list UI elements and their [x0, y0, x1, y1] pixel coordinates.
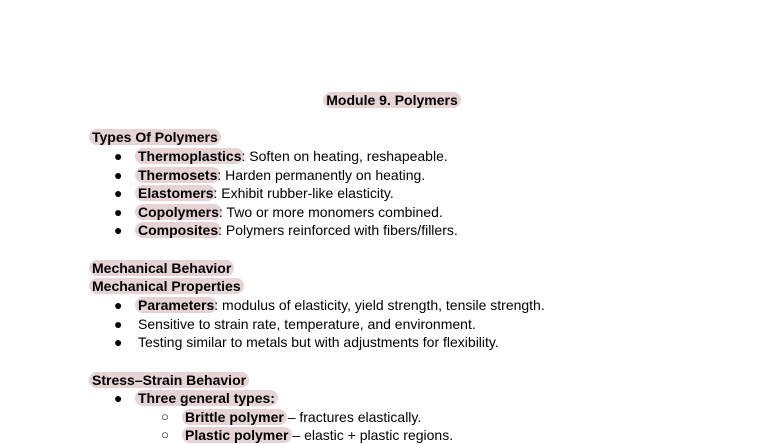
subsection-heading-properties [92, 277, 241, 295]
section-heading-mechanical-text: Mechanical Behavior [89, 260, 234, 276]
list-item-term: Three general types: [135, 390, 278, 406]
sub-list-item-term: Plastic polymer [182, 427, 292, 443]
list-item [138, 296, 545, 314]
bullet-icon: ● [114, 148, 123, 164]
section-heading-types [92, 128, 218, 146]
sub-bullet-icon: ○ [161, 409, 169, 424]
list-item-desc: Testing similar to metals but with adjustments for flexibility. [138, 334, 499, 350]
list-item [138, 203, 443, 221]
bullet-icon: ● [114, 390, 123, 406]
list-item [138, 333, 499, 351]
sub-list-item-term: Brittle polymer [182, 409, 287, 425]
page-title-text: Module 9. Polymers [323, 92, 460, 108]
page-title [0, 91, 784, 109]
bullet-icon: ● [114, 185, 123, 201]
list-item-term: Copolymers [135, 204, 222, 220]
sub-list-item-desc: – elastic + plastic regions. [288, 427, 454, 443]
list-item-desc: Sensitive to strain rate, temperature, and environment. [138, 316, 476, 332]
list-item-term: Thermoplastics [135, 148, 244, 164]
list-item [138, 147, 448, 165]
list-item-term: Thermosets [135, 167, 220, 183]
list-item-desc: : Harden permanently on heating. [217, 167, 426, 183]
list-item-term: Parameters [135, 297, 217, 313]
sub-list-item [185, 426, 453, 444]
bullet-icon: ● [114, 222, 123, 238]
list-item-desc: : Soften on heating, reshapeable. [241, 148, 448, 164]
bullet-icon: ● [114, 297, 123, 313]
list-item-term: Elastomers [135, 185, 216, 201]
section-heading-stress-strain-text: Stress–Strain Behavior [89, 372, 249, 388]
list-item-desc: : Polymers reinforced with fibers/fillers. [218, 222, 458, 238]
list-item-desc: : Two or more monomers combined. [218, 204, 443, 220]
bullet-icon: ● [114, 334, 123, 350]
list-item [138, 166, 425, 184]
list-item [138, 315, 476, 333]
list-item [138, 221, 458, 239]
bullet-icon: ● [114, 167, 123, 183]
section-heading-types-text: Types Of Polymers [89, 129, 221, 145]
bullet-icon: ● [114, 204, 123, 220]
section-heading-mechanical [92, 259, 231, 277]
list-item-term: Composites [135, 222, 221, 238]
list-item-desc: : modulus of elasticity, yield strength, tensile strength. [214, 297, 545, 313]
list-item [138, 184, 394, 202]
sub-list-item [185, 408, 421, 426]
section-heading-stress-strain [92, 371, 246, 389]
list-item [138, 389, 275, 407]
sub-list-item-desc: – fractures elastically. [283, 409, 422, 425]
list-item-desc: : Exhibit rubber-like elasticity. [213, 185, 394, 201]
sub-bullet-icon: ○ [161, 427, 169, 442]
bullet-icon: ● [114, 316, 123, 332]
subsection-heading-properties-text: Mechanical Properties [89, 278, 244, 294]
